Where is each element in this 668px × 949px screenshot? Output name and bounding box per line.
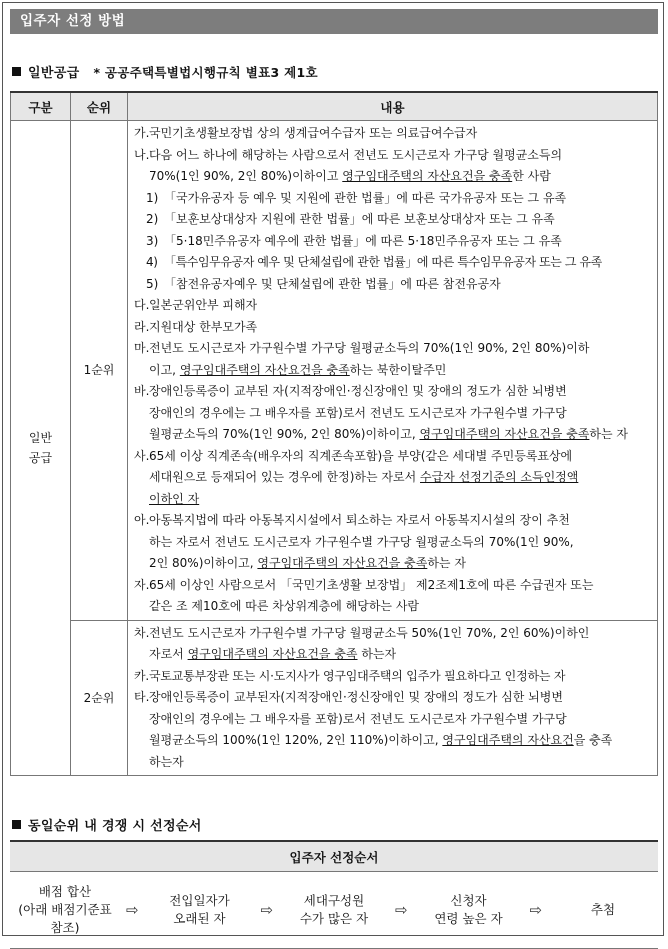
list-item [134, 295, 651, 317]
selection-flow-cell [10, 872, 658, 949]
right-arrow-icon: ⇨ [260, 901, 274, 919]
item-text: 같은 조 제10호에 따른 차상위계층에 해당하는 사람 [149, 599, 419, 613]
item-marker: 마. [134, 341, 150, 355]
item-marker: 나. [134, 147, 150, 162]
item-marker: 5) [146, 276, 159, 291]
section-note: * 공공주택특별법시행규칙 별표3 제1호 [93, 65, 318, 80]
content-cell-rank1 [128, 121, 658, 621]
underlined-text: 영구임대주택의 자산요건을 충족 [187, 647, 358, 661]
section-title: 동일순위 내 경쟁 시 선정순서 [28, 819, 202, 834]
item-marker: 2) [146, 212, 159, 226]
right-arrow-icon: ⇨ [394, 901, 408, 919]
item-text: 일본군위안부 피해자 [149, 298, 258, 312]
item-text: 하는자 [357, 647, 397, 661]
list-item [134, 687, 651, 773]
item-text: 장애인의 경우에는 그 배우자를 포함)로서 전년도 도시근로자 가구원수별 가구당 [149, 711, 567, 726]
general-supply-table [10, 91, 658, 776]
sub-list-item [134, 231, 651, 253]
item-text: 세대원으로 등재되어 있는 경우에 한정)하는 자로서 [149, 470, 421, 484]
item-text: 을 충족 [573, 733, 613, 747]
col-header-content: 내용 [128, 92, 658, 121]
list-item [134, 446, 651, 511]
step-text: 수가 많은 자 [299, 911, 369, 926]
content-cell-rank2 [128, 620, 658, 776]
step-text: 추첨 [590, 902, 616, 917]
item-marker: 1) [146, 190, 159, 205]
selection-flow [11, 883, 657, 937]
item-text: 장애인등록증이 교부된자(지적장애인·정신장애인 및 장애의 정도가 심한 뇌병변 [149, 690, 563, 704]
item-text: 전년도 도시근로자 가구원수별 가구당 월평균소득 50%(1인 70%, 2인 60%)이하인 [149, 625, 590, 640]
rank-cell-2: 2순위 [71, 620, 128, 776]
item-text: 아동복지법에 따라 아동복지시설에서 퇴소하는 자로서 아동복지시설의 장이 추천 [149, 513, 570, 527]
list-item [134, 145, 651, 188]
underlined-text: 영구임대주택의 자산요건을 충족 [419, 427, 590, 441]
item-text: 전년도 도시근로자 가구원수별 가구당 월평균소득의 70%(1인 90%, 2인 80%)이하 [149, 341, 590, 355]
item-marker: 3) [146, 233, 159, 248]
section-general-supply [12, 62, 318, 81]
page-title: 입주자 선정 방법 [10, 9, 658, 34]
item-marker: 차. [134, 625, 150, 640]
sub-list-item [134, 209, 651, 231]
item-text: 「특수임무유공자 예우 및 단체설립에 관한 법률」에 따른 특수임무유공자 또는 그 유족 [164, 255, 602, 269]
category-line: 공급 [28, 451, 53, 465]
square-bullet-icon [12, 67, 21, 76]
item-text: 월평균소득의 100%(1인 120%, 2인 110%)이하이고, [149, 733, 443, 747]
section-selection-order [12, 815, 202, 834]
underlined-text: 영구임대주택의 자산요건을 충족 [342, 169, 513, 183]
item-text: 「국가유공자 등 예우 및 지원에 관한 법률」에 따른 국가유공자 또는 그 유족 [164, 190, 567, 205]
item-marker: 가. [134, 126, 150, 140]
sub-list-item [134, 252, 651, 274]
item-text: 장애인등록증이 교부된 자(지적장애인·정신장애인 및 장애의 정도가 심한 뇌병변 [149, 384, 567, 398]
square-bullet-icon [12, 820, 21, 829]
item-text: 월평균소득의 70%(1인 90%, 2인 80%)이하이고, [149, 427, 420, 441]
sub-list-item [134, 274, 651, 296]
item-marker: 다. [134, 298, 150, 312]
underlined-text: 수급자 선정기준의 소득인정액 [420, 470, 579, 484]
item-marker: 아. [134, 513, 150, 527]
item-text: 한 사람 [512, 169, 551, 183]
item-text: 「보훈보상대상자 지원에 관한 법률」에 따른 보훈보상대상자 또는 그 유족 [164, 212, 555, 226]
rank-cell-1: 1순위 [71, 121, 128, 621]
list-item [134, 123, 651, 145]
table-header-row [11, 92, 658, 121]
item-text: 하는 자 [589, 427, 628, 441]
item-text: 이고, [149, 362, 180, 377]
item-marker: 카. [134, 668, 150, 683]
col-header-category: 구분 [11, 92, 71, 121]
table-row-rank1 [11, 121, 658, 621]
item-text: 자로서 [149, 647, 188, 661]
selection-header: 입주자 선정순서 [10, 841, 658, 872]
list-item [134, 317, 651, 339]
item-text: 국토교통부장관 또는 시·도지사가 영구임대주택의 입주가 필요하다고 인정하는 자 [149, 668, 566, 683]
step-household-size [284, 892, 384, 928]
table-row-rank2 [11, 620, 658, 776]
list-item [134, 381, 651, 446]
underlined-text: 영구임대주택의 자산요건을 충족 [257, 556, 428, 570]
underlined-text: 이하인 자 [149, 491, 200, 506]
step-text: 오래된 자 [173, 911, 226, 926]
underlined-text: 영구임대주택의 자산요건 [442, 733, 574, 747]
item-text: 국민기초생활보장법 상의 생계급여수급자 또는 의료급여수급자 [149, 126, 478, 140]
step-text: 참조) [50, 920, 80, 935]
sub-list-item [134, 188, 651, 210]
step-text: 전입일자가 [169, 893, 230, 908]
step-move-in-date [150, 892, 250, 928]
item-text: 70%(1인 90%, 2인 80%)이하이고 [149, 169, 343, 183]
list-item [134, 623, 651, 666]
item-text: 하는자 [149, 754, 184, 769]
item-text: 하는 자 [427, 556, 466, 570]
item-text: 「5·18민주유공자 예우에 관한 법률」에 따른 5·18민주유공자 또는 그 유족 [164, 233, 562, 248]
step-text: (아래 배점기준표 [18, 902, 112, 917]
item-marker: 사. [134, 448, 150, 463]
item-text: 65세 이상인 사람으로서 「국민기초생활 보장법」 제2조제1호에 따른 수급권자 또는 [149, 577, 594, 592]
item-text: 「참전유공자예우 및 단체설립에 관한 법률」에 따른 참전유공자 [164, 276, 501, 291]
underlined-text: 영구임대주택의 자산요건을 충족 [179, 362, 350, 377]
section-title: 일반공급 [28, 66, 80, 81]
step-text: 배점 합산 [38, 884, 92, 899]
right-arrow-icon: ⇨ [529, 901, 543, 919]
col-header-rank: 순위 [71, 92, 128, 121]
step-applicant-age [419, 892, 519, 928]
list-item [134, 666, 651, 688]
right-arrow-icon: ⇨ [125, 901, 139, 919]
item-text: 하는 자로서 전년도 도시근로자 가구원수별 가구당 월평균소득의 70%(1인 90%, [149, 534, 574, 549]
step-lottery [553, 901, 653, 919]
selection-order-table [10, 840, 658, 949]
category-cell [11, 121, 71, 776]
list-item [134, 338, 651, 381]
step-text: 세대구성원 [303, 893, 365, 908]
step-score-total [15, 883, 115, 937]
list-item [134, 575, 651, 618]
item-text: 지원대상 한부모가족 [149, 319, 258, 334]
category-line: 일반 [28, 431, 53, 445]
item-text: 65세 이상 직계존속(배우자의 직계존속포함)을 부양(같은 세대별 주민등록표상에 [149, 448, 573, 463]
step-text: 연령 높은 자 [434, 911, 503, 926]
list-item [134, 510, 651, 575]
step-text: 신청자 [450, 893, 487, 908]
item-text: 2인 80%)이하이고, [149, 556, 258, 570]
item-marker: 바. [134, 384, 150, 398]
item-marker: 타. [134, 690, 150, 704]
item-text: 하는 북한이탈주민 [349, 362, 447, 377]
item-text: 장애인의 경우에는 그 배우자를 포함)로서 전년도 도시근로자 가구원수별 가구당 [149, 405, 567, 420]
item-marker: 자. [134, 577, 150, 592]
item-text: 다음 어느 하나에 해당하는 사람으로서 전년도 도시근로자 가구당 월평균소득의 [149, 147, 563, 162]
item-marker: 4) [146, 255, 158, 269]
item-marker: 라. [134, 319, 150, 334]
